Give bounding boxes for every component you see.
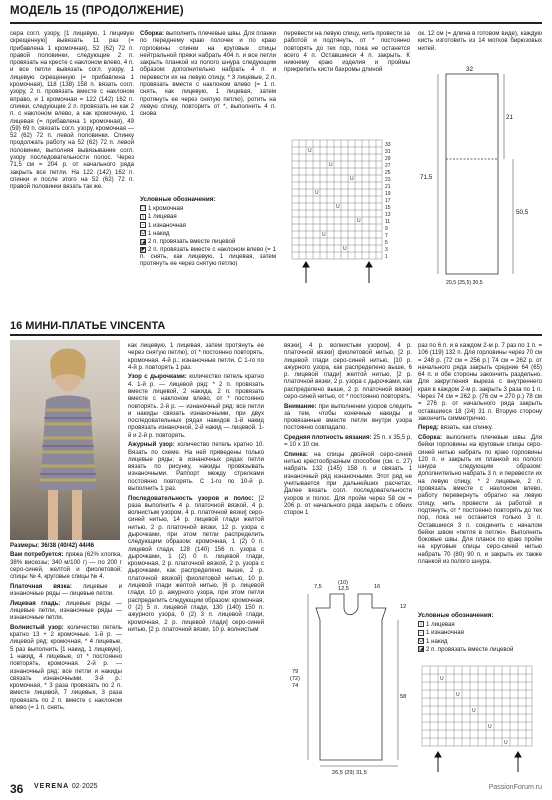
model15-column-1 (10, 30, 134, 288)
row-number: 11 (385, 219, 391, 225)
symbol-knit: | 1 лицевая (140, 213, 276, 221)
garter-text: лицевые и изнаночные ряды — лицевые петли. (10, 582, 122, 598)
k2tog-icon: ◪ (419, 646, 424, 653)
symbol-purl-16: - 1 изнаночная (418, 629, 542, 637)
chart-mark: U (357, 218, 361, 224)
schem-body-height: 50,5 (516, 209, 529, 216)
section-rule (10, 334, 542, 336)
eyelet-title: Узор с дырочками: (128, 373, 187, 381)
row-number: 29 (385, 156, 391, 162)
knit-icon: | (140, 214, 146, 220)
row-number: 31 (385, 149, 391, 155)
chart-row-numbers (385, 142, 391, 260)
repeat-arrows (435, 752, 521, 772)
symbols-title-16: Условные обозначения: (418, 612, 494, 619)
front-title: Перед: (418, 424, 439, 432)
model15-fringe-text: перевести на левую спицу, нить провести за работой и подтянуть, от * постоянно повторять до тех пор, пока не останется всего 4 п. Оставшиеся 4 п. закрыть. К нижнему краю изделия и проймы прикрепить кисти бахромы длиной (284, 30, 410, 74)
schem-total-height: 71,5 (420, 174, 433, 181)
garter-title: Платочная вязка: (10, 582, 72, 590)
page-title: МОДЕЛЬ 15 (ПРОДОЛЖЕНИЕ) (10, 5, 184, 17)
up-arrow-icon (435, 752, 441, 757)
symbol-k2tog-16: ◪ 2 п. провязать вместе лицевой (419, 645, 514, 653)
schem-top-4: 16 (374, 584, 381, 590)
schem-top-3: 12,5 (338, 586, 349, 592)
model15-symbols (140, 196, 276, 296)
dress-outline (308, 594, 398, 766)
edge-stitch-icon: □ (141, 205, 145, 212)
model15-assembly-text: выполнить плечевые швы. Для планки по переднему краю полочек и по краю горловины спинки на круговые спицы нейтральной пряжи набрать 404 п. и все петли закрыть планкой из полого шнура следующим образом: дополнительно набрать 4 п. и перевести их на левую спицу, * 3 лицевые, 2 п. провязать вместе с наклоном влево (= 1 п. снять, как лицевую, 1 лицевая, затем протянуть ее через снятую петлю), ротить на левую спицу, повторить от *, выполнить 4 п. снова (140, 30, 276, 118)
lace-title: Ажурный узор: (128, 441, 175, 449)
attention-text: при выполнении узоров следить за тем, чтобы конечные накиды и провязанные вместе петли внутри узора постоянно совпадало. (284, 402, 412, 432)
up-arrow-icon (515, 752, 521, 757)
symbol-edge: □ 1 кромочная (141, 205, 184, 212)
panel-outline (446, 74, 498, 274)
assembly-text-16: выполнить плечевые швы. Для бейки горловины на круговые спицы серо-синей нитью набрать по краю горловины 120 п. и закрыть их планкой из полого шнура следующим образом: дополнительно набрать 3 п. и перевести их на левую спицу, * 2 лицевые, 2 п. провязать вместе с наклоном влево, работу перевернуть обратно на левую спицу, нить провести за работой и подтянуть, от * постоянно повторять до тех пор, пока не останется только 3 п. Оставшиеся 3 п. соединить с началом бейки швом «петля в петлю». Выполнить боковые швы. Для планок по краю пройм на круговые спицы серо-синей нитью набрать 70 (80) 90 п. и закрыть их также планкой из полого шнура. (418, 433, 542, 565)
stockinette-text: лицевые ряды — лицевые петли, изнаночные ряды — изнаночные петли. (10, 599, 122, 622)
symbol-ssk: ◩ 2 п. провязать вместе с наклоном влево (= 1 п. снять, как лицевую, 1 лицевая, затем протянуть ее через снятую петлю) (140, 246, 276, 268)
attention-title: Внимание: (284, 402, 317, 410)
row-number: 25 (385, 170, 391, 176)
assembly-title: Сборка: (140, 30, 164, 37)
schem-armhole: 12 (400, 604, 407, 610)
back-continued: раз по 6 п. и в каждом 2-м р. 7 раз по 1 п. = 106 (119) 132 п. Для горловины через 70 см = 248 р. (72 см = 256 р.) 74 см = 262 р. от начального ряда закрыть средние 64 (65) 64 п. и обе стороны закончить раздельно. Для закругления выреза с внутреннего края в каждом 2-м р. закрыть 3 раза по 1 п. Через 74 см = 262 р. (76 см = 270 р.) 78 см = 276 р. от начального ряда закрыть оставшиеся 18 (24) 31 п. Вторую сторону закончить симметрично. (418, 342, 542, 422)
row-number: 13 (385, 212, 391, 218)
symbol-yarnover: U 1 накид (141, 229, 170, 237)
row-number: 7 (385, 233, 388, 239)
row-number: 21 (385, 184, 391, 190)
yarnover-icon: U (141, 230, 145, 237)
magazine-brand (34, 783, 98, 790)
wave-title: Волнистый узор: (10, 623, 64, 631)
schem-top-width: 32 (466, 66, 474, 73)
gauge-text: 25 п. x 35,5 р. = 10 x 10 см. (284, 433, 412, 449)
schem-left-1: 79 (292, 669, 299, 675)
page-footer (10, 780, 542, 794)
back-text: на спицы двойной серо-синей нитью крестообразным способом (см. с. 27) набрать 132 (145) 158 п. и связать 1 изнаночный ряд изнаночными. Этот ряд не учитывается при дальнейших расчетах. Далее вязать согл. последовательности узоров и полос. Для пройм через 58 см = 206 р. от начального ряда закрыть с обеих сторон 1 (284, 450, 412, 517)
chart-mark: U (472, 708, 476, 714)
model16-column-4 (418, 342, 542, 610)
schem-height: 58 (400, 694, 407, 700)
model15-stitch-chart (288, 138, 410, 288)
model16-title: 16 МИНИ-ПЛАТЬЕ VINCENTA (10, 320, 166, 332)
schem-bottom-width: 26,5 (29) 31,5 (332, 770, 367, 776)
chart-mark: U (456, 692, 460, 698)
symbol-k2tog: ◪ 2 п. провязать вместе лицевой (141, 238, 236, 246)
watermark: PassionForum.ru (488, 784, 542, 791)
row-number: 17 (385, 198, 391, 204)
materials-text: пряжа (62% хлопка, 38% вискозы; 340 м/100 г) — по 200 г серо-синей, желтой и фиолетовой; спицы № 4, круговые спицы № 4. (10, 551, 122, 581)
schem-top-1: 7,5 (314, 584, 322, 590)
schem-top-2: (10) (338, 580, 348, 586)
row-number: 5 (385, 240, 388, 246)
issue-number: 02·2025 (71, 783, 98, 790)
model16-stitch-chart (420, 664, 542, 776)
row-number: 1 (385, 254, 388, 260)
assembly-title-16: Сборка: (418, 433, 442, 441)
model-photo (10, 340, 120, 540)
row-number: 27 (385, 163, 391, 169)
model16-column-2 (128, 342, 264, 778)
chart-mark: U (308, 148, 312, 154)
front-text: вязать, как спинку. (440, 424, 493, 432)
model15-column-4 (418, 30, 542, 60)
chart-mark: U (350, 176, 354, 182)
chart-grid (292, 140, 382, 259)
model15-garment-schematic (418, 64, 542, 294)
model16-column-1 (10, 542, 122, 778)
chart-mark: U (440, 676, 444, 682)
wave-continued: как лицевую, 1 лицевая, затем протянуть ее через снятую петлю), от * постоянно повторять, кромочная. 4-й р.: изнаночные петли. С 1-го по 4-й р. повторять 1 раз. (128, 342, 264, 371)
eyelet-text: количество петель кратно 4. 1-й р. — лицевой ряд: * 2 п. провязать вместе лицевой, 2 накида, 2 п. провязать вместе с наклоном влево, от * постоянно повторять. 2-й р. — изнаночный ряд: все петли и накиды связать изнаночными, при двух последовательных рядах накидов 1-й накид провязать изнаночной, 2-й накид — лицевой. 1-й и 2-й р. повторять. (128, 373, 264, 439)
sequence-text: [2 раза выполнить 4 р. платочной вязкой, 4 р. волнистым узором, 4 р. платочной вязки] серо-синей нитью, 14 р. лицевой глади желтой нитью, 2 р. платочной вязки, 12 р. узора с дырочками, при этом петли распределить следующим образом: кромочная, 1 (2) 0 п. лицевой глади, 128 (140) 156 п. узора с дырочками, 1 (2) 0 п. лицевой глади, кромочная, 2 р. платочной вязкой, 2 р. узора с дырочками, как распределено выше, 2 р. платочной вязкой] фиолетовой нитью, 10 р. лицевой глади желтой нитью, [6 р. лицевой глади, 10 р. ажурного узора, при этом петли распределить следующим образом: кромочная, 0 (2) 5 п. лицевой глади, 130 (140) 150 п. ажурного узора, 0 (2) 3 п. лицевой глади, кромочная, 2 р. лицевой глади] серо-синей нитью, [2 р. платочной вязки, 10 р. волнистым (128, 494, 264, 633)
row-number: 33 (385, 142, 391, 148)
chart-mark: U (315, 190, 319, 196)
wave-text: количество петель кратно 13 + 2 кромочные. 1-й р. — лицевой ряд: кромочная, * 4 лицевые, 5 раз выполнить [1 накид, 1 лицевую], 1 накид, 4 лицевые, от * постоянно повторять, кромочная. 2-й р. — изнаночный ряд: все петли и накиды связать изнаночными. 3-й р.: кромочная, * 3 раза провязать по 2 п. вместе лицевой, 7 лицевых, 3 раза провязать по 2 п. вместе с наклоном влево (= 1 п. снять, (10, 623, 122, 711)
schem-left-3: 74 (292, 683, 299, 689)
chart-grid (422, 666, 532, 746)
yarnover-icon: U (419, 637, 423, 644)
materials-title: Вам потребуется: (10, 551, 64, 559)
row-number: 15 (385, 205, 391, 211)
ssk-icon: ◩ (141, 246, 146, 253)
up-arrow-icon (303, 262, 309, 267)
model15-tassel-text: ок. 12 см (= длина в готовом виде), каждую кисть изготовить из 14 мотков бирюзовых нитей. (418, 30, 542, 52)
chart-mark: U (336, 204, 340, 210)
model16-column-3 (284, 342, 412, 572)
stockinette-title: Лицевая гладь: (10, 599, 61, 607)
model15-header (0, 0, 552, 26)
model16-garment-schematic (286, 578, 414, 778)
model15-text-1: сера согл. узору, [1 лицевую, 1 лицевую скрещенную] вывязать 11 раз (= прибавлена 1 кромочная), 52 (62) 72 п. правой половинки, следующие 2 п. провязать на кресте с наклоном влево, 4 п. и все петли вывязать согл. узору, 1 лицевую скрещенную (= прибавлена 1 кромочная), 118 (138) 158 п. вязать согл. узору, 2 п. провязать вместе с наклоном вправо, и 1 кромочная = 122 (142) 162 п. спинки, следующие 2 п. провязать не как 2 п. с наклоном влево, а как кромочную, 1 лицевая (= прибавлена 1 кромочная), 49 (59) 69 п. связать согл. узору, кромочная — 52 (62) 72 п. левой половинки. Спинку продолжать работу на 52 (62) 72 п. левой половинки, выполняя вывязывание согл. узору последовательности полос. Через 71,5 см = 204 р. от начального ряда закрыть все петли. На 122 (142) 162 п. спинки и после этого на 52 (62) 72 п. правой половинки вязать так же. (10, 30, 134, 191)
sequence-title: Последовательность узоров и полос: (128, 494, 254, 502)
brand-name: VERENA (34, 783, 69, 790)
model16-header (10, 320, 542, 336)
row-number: 23 (385, 177, 391, 183)
chart-mark: U (329, 162, 333, 168)
gauge-title: Средняя плотность вязания: (284, 433, 372, 441)
purl-icon: - (418, 630, 424, 636)
knit-icon: | (418, 621, 424, 627)
k2tog-icon: ◪ (141, 238, 146, 245)
chart-mark: U (322, 232, 326, 238)
up-arrow-icon (366, 262, 372, 267)
row-number: 19 (385, 191, 391, 197)
page-number: 36 (10, 782, 24, 796)
chart-mark: U (504, 740, 508, 746)
sequence-continued: вязки], 4 р. волнистым узором], 4 р. платочной вязки] фиолетовой нитью, [2 р. лицевой глади серо-синей нитью, [10 р. ажурного узора, как распределено выше, 6 р. лицевой глади] желтой нитью, [2 р. платочной вязки, 2 р. узора с дырочками, как распределено выше, 2 р. платочной вязки] серо-синей нитью, от * постоянно повторять. (284, 342, 412, 401)
symbol-purl: - 1 изнаночная (140, 222, 276, 230)
symbols-title: Условные обозначения: (140, 196, 216, 203)
repeat-arrows (303, 262, 372, 283)
row-number: 9 (385, 226, 388, 232)
lace-text: количество петель кратно 10. Вязать по схеме. На ней приведены только лицевые ряды; в изнаночных рядах петли вязать по рисунку, накиды провязывать изнаночными. Раппорт между стрелками постоянно повторять. С 1-го по 10-й р. выполнить 1 раз. (128, 441, 264, 493)
schem-bottom-width: 20,5 (25,5) 30,5 (446, 280, 483, 286)
purl-icon: - (140, 222, 146, 228)
back-title: Спинка: (284, 450, 308, 458)
symbol-knit-16: | 1 лицевая (418, 621, 542, 629)
model16-symbols (418, 612, 542, 662)
header-rule (10, 22, 542, 24)
chart-mark: U (488, 724, 492, 730)
chart-mark: U (343, 246, 347, 252)
schem-left-2: (72) (290, 676, 300, 682)
dress-photo-image (10, 340, 120, 540)
sizes: Размеры: 36/38 (40/42) 44/46 (10, 542, 95, 549)
model15-column-3 (284, 30, 410, 88)
schem-right-height: 21 (506, 114, 514, 121)
row-number: 3 (385, 247, 388, 253)
symbol-yarnover-16: U 1 накид (419, 637, 448, 645)
model15-column-2 (140, 30, 276, 180)
